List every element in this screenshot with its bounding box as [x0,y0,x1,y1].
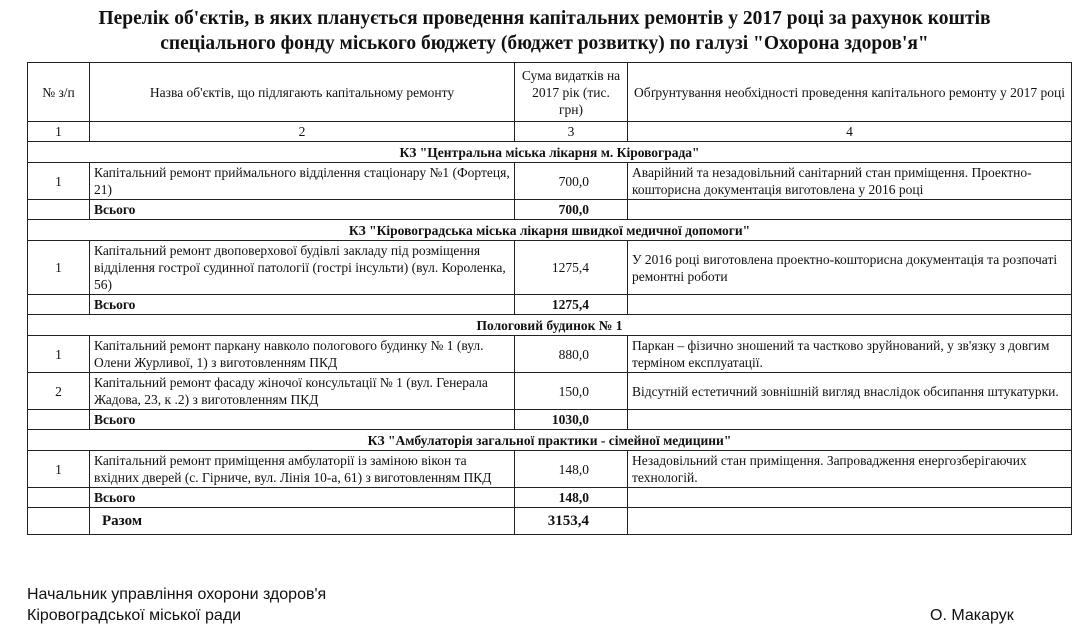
row-sum: 148,0 [515,451,628,488]
table-row [28,163,1072,200]
total-label: Всього [90,410,515,430]
header-name: Назва об'єктів, що підлягають капітальному ремонту [90,63,515,122]
object-name: Капітальний ремонт приміщення амбулаторії із заміною вікон та вхідних дверей (с. Гірниче, вул. Лінія 10-а, 61) з виготовленням ПКД [90,451,515,488]
row-reason: Аварійний та незадовільний санітарний стан приміщення. Проектно-кошторисна документація виготовлена у 2016 році [628,163,1072,200]
signature-position-line-1: Начальник управління охорони здоров'я [27,586,327,603]
col-number: 4 [628,122,1072,142]
document-title [0,6,1089,56]
total-value: 1275,4 [515,295,628,315]
header-sum: Сума видатків на 2017 рік (тис. грн) [515,63,628,122]
row-reason: Незадовільний стан приміщення. Запровадження енергозберігаючих технологій. [628,451,1072,488]
row-sum: 150,0 [515,373,628,410]
table-row [28,373,1072,410]
empty-cell [28,488,90,508]
section-title: Пологовий будинок № 1 [28,315,1072,336]
header-reason: Обґрунтування необхідності проведення капітального ремонту у 2017 році [628,63,1072,122]
section-title: КЗ "Кіровоградська міська лікарня швидкої медичної допомоги" [28,220,1072,241]
row-sum: 700,0 [515,163,628,200]
section-title: КЗ "Центральна міська лікарня м. Кіровограда" [28,142,1072,163]
table-header-row [28,63,1072,122]
total-value: 700,0 [515,200,628,220]
total-label: Всього [90,200,515,220]
total-value: 1030,0 [515,410,628,430]
empty-cell [28,410,90,430]
total-value: 148,0 [515,488,628,508]
signature-name: О. Макарук [930,607,1014,624]
col-number: 1 [28,122,90,142]
header-num: № з/п [28,63,90,122]
grand-total-row [28,508,1072,535]
column-number-row [28,122,1072,142]
signature-position-line-2: Кіровоградської міської ради [27,607,242,624]
section-total-row [28,488,1072,508]
col-number: 3 [515,122,628,142]
row-reason: Відсутній естетичний зовнішній вигляд внаслідок обсипання штукатурки. [628,373,1072,410]
section-header-row [28,315,1072,336]
empty-cell [628,200,1072,220]
grand-total-value: 3153,4 [515,508,628,535]
empty-cell [628,410,1072,430]
table-row [28,336,1072,373]
total-label: Всього [90,295,515,315]
title-line-1: Перелік об'єктів, в яких планується проведення капітальних ремонтів у 2017 році за рахунок коштів [98,8,991,29]
empty-cell [628,295,1072,315]
title-line-2: спеціального фонду міського бюджету (бюджет розвитку) по галузі "Охорона здоров'я" [160,33,929,54]
row-number: 1 [28,451,90,488]
section-title: КЗ "Амбулаторія загальної практики - сімейної медицини" [28,430,1072,451]
empty-cell [28,200,90,220]
section-total-row [28,200,1072,220]
repairs-table [27,62,1072,535]
grand-total-label: Разом [90,508,515,535]
object-name: Капітальний ремонт двоповерхової будівлі закладу під розміщення відділення гострої судинної патології (гострі інсульти) (вул. Короленка, 56) [90,241,515,295]
row-sum: 1275,4 [515,241,628,295]
section-header-row [28,220,1072,241]
row-number: 1 [28,336,90,373]
empty-cell [628,488,1072,508]
object-name: Капітальний ремонт фасаду жіночої консультації № 1 (вул. Генерала Жадова, 23, к .2) з виготовленням ПКД [90,373,515,410]
object-name: Капітальний ремонт паркану навколо пологового будинку № 1 (вул. Олени Журливої, 1) з виготовленням ПКД [90,336,515,373]
row-sum: 880,0 [515,336,628,373]
total-label: Всього [90,488,515,508]
row-number: 1 [28,163,90,200]
section-header-row [28,142,1072,163]
row-number: 2 [28,373,90,410]
col-number: 2 [90,122,515,142]
table-row [28,241,1072,295]
object-name: Капітальний ремонт приймального відділення стаціонару №1 (Фортеця, 21) [90,163,515,200]
signature-position [27,584,326,626]
section-total-row [28,410,1072,430]
row-number: 1 [28,241,90,295]
table-row [28,451,1072,488]
empty-cell [28,295,90,315]
section-total-row [28,295,1072,315]
row-reason: У 2016 році виготовлена проектно-кошторисна документація та розпочаті ремонтні роботи [628,241,1072,295]
empty-cell [628,508,1072,535]
row-reason: Паркан – фізично зношений та частково зруйнований, у зв'язку з довгим терміном експлуатації. [628,336,1072,373]
section-header-row [28,430,1072,451]
empty-cell [28,508,90,535]
